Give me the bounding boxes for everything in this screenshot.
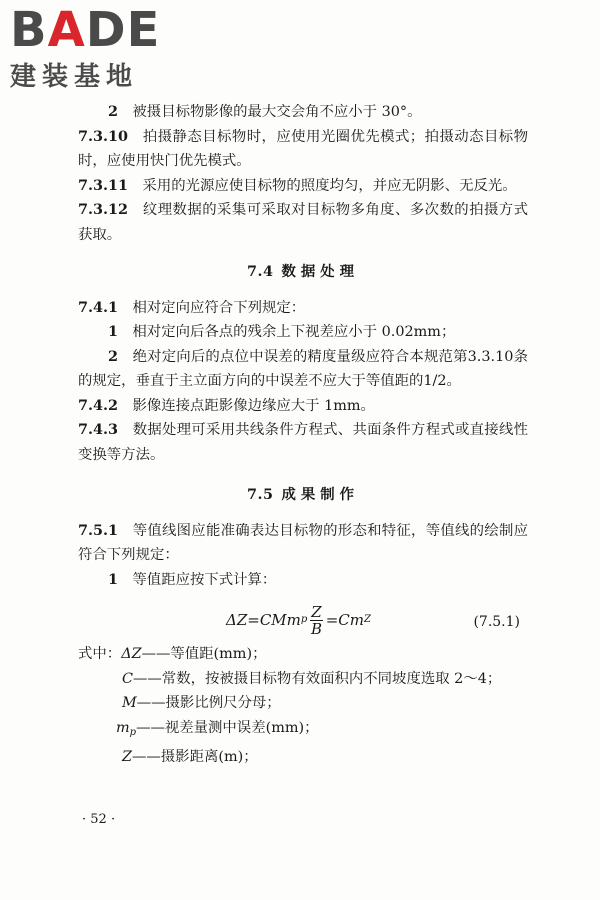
definition-text: ——视差量测中误差(mm)； bbox=[136, 719, 319, 736]
formula-expression: ΔZ=CMm p $\frac{Z}{B}$ =Cm Z bbox=[226, 603, 371, 638]
clause-number: 1 bbox=[108, 570, 119, 588]
list-item bbox=[78, 345, 528, 394]
definition-row bbox=[78, 716, 528, 746]
definition-symbol: m bbox=[116, 719, 130, 736]
page-number: · 52 · bbox=[82, 812, 116, 827]
clause-number: 1 bbox=[108, 323, 119, 340]
clause bbox=[78, 296, 528, 321]
definition-subscript: p bbox=[129, 726, 137, 738]
clause-number: 2 bbox=[108, 347, 119, 365]
definition-symbol: C bbox=[122, 670, 134, 687]
definition-symbol: Z bbox=[122, 749, 132, 765]
logo-wordmark: BADE bbox=[10, 2, 161, 58]
clause-number: 7.4.1 bbox=[78, 298, 119, 316]
clause-text: 拍摄静态目标物时，应使用光圈优先模式；拍摄动态目标物时，应使用快门优先模式。 bbox=[78, 128, 528, 169]
clauses-7-3 bbox=[78, 100, 528, 247]
clause bbox=[78, 418, 528, 467]
clause-text: 相对定向后各点的残余上下视差应小于 0.02mm； bbox=[132, 324, 456, 340]
definition-text: ——等值距(mm)； bbox=[141, 646, 267, 662]
definition-text: ——摄影比例尺分母； bbox=[136, 695, 281, 711]
equation-number: (7.5.1) bbox=[473, 614, 520, 630]
symbol-definitions bbox=[78, 642, 528, 770]
definition-row bbox=[78, 691, 528, 716]
clause bbox=[78, 125, 528, 174]
clause-text: 被摄目标物影像的最大交会角不应小于 30°。 bbox=[132, 104, 422, 120]
clause-text: 纹理数据的采集可采取对目标物多角度、多次数的拍摄方式获取。 bbox=[78, 202, 528, 243]
clause bbox=[78, 394, 528, 419]
clause bbox=[78, 519, 528, 568]
clause-text: 数据处理可采用共线条件方程式、共面条件方程式或直接线性变换等方法。 bbox=[78, 422, 528, 463]
clause-number: 7.4.3 bbox=[78, 421, 119, 438]
definition-row bbox=[78, 667, 528, 692]
definition-text: ——摄影距离(m)； bbox=[132, 749, 258, 765]
definition-row bbox=[78, 642, 528, 667]
definitions-intro: 式中： bbox=[78, 646, 122, 662]
clause-text: 影像连接点距影像边缘应大于 1mm。 bbox=[132, 397, 375, 414]
clause bbox=[78, 174, 528, 199]
list-item bbox=[78, 568, 528, 593]
definition-symbol: M bbox=[122, 695, 137, 711]
clause-number: 7.3.12 bbox=[78, 201, 129, 218]
clause-text: 采用的光源应使目标物的照度均匀，并应无阴影、无反光。 bbox=[142, 177, 517, 194]
fraction: $\frac{Z}{B}$ bbox=[311, 603, 323, 638]
clause bbox=[78, 198, 528, 247]
section-heading-7-4: 7.4 数据处理 bbox=[246, 263, 360, 280]
definition-row bbox=[78, 745, 528, 770]
formula-7-5-1 bbox=[78, 598, 528, 638]
clause-text: 绝对定向后的点位中误差的精度量级应符合本规范第3.3.10条的规定，垂直于主立面方向的中误差不应大于等值距的1/2。 bbox=[78, 348, 528, 389]
logo bbox=[10, 2, 180, 93]
definition-text: ——常数，按被摄目标物有效面积内不同坡度选取 2～4； bbox=[133, 670, 502, 687]
clause-number: 2 bbox=[108, 103, 119, 120]
clause-text: 等值线图应能准确表达目标物的形态和特征，等值线的绘制应符合下列规定： bbox=[78, 522, 528, 563]
list-item bbox=[78, 320, 528, 345]
clauses-7-5 bbox=[78, 519, 528, 593]
section-heading-7-5: 7.5 成果制作 bbox=[246, 486, 360, 503]
list-item bbox=[78, 100, 528, 125]
clause-number: 7.5.1 bbox=[78, 521, 119, 539]
clause-number: 7.3.10 bbox=[78, 127, 129, 145]
clause-text: 等值距应按下式计算： bbox=[132, 571, 277, 588]
definition-symbol: ΔZ bbox=[121, 646, 142, 662]
clause-number: 7.3.11 bbox=[78, 176, 129, 194]
clauses-7-4 bbox=[78, 296, 528, 468]
clause-number: 7.4.2 bbox=[78, 396, 119, 414]
logo-chinese-name: 建装基地 bbox=[10, 62, 139, 92]
document-page bbox=[78, 100, 528, 770]
clause-text: 相对定向应符合下列规定： bbox=[132, 299, 306, 316]
